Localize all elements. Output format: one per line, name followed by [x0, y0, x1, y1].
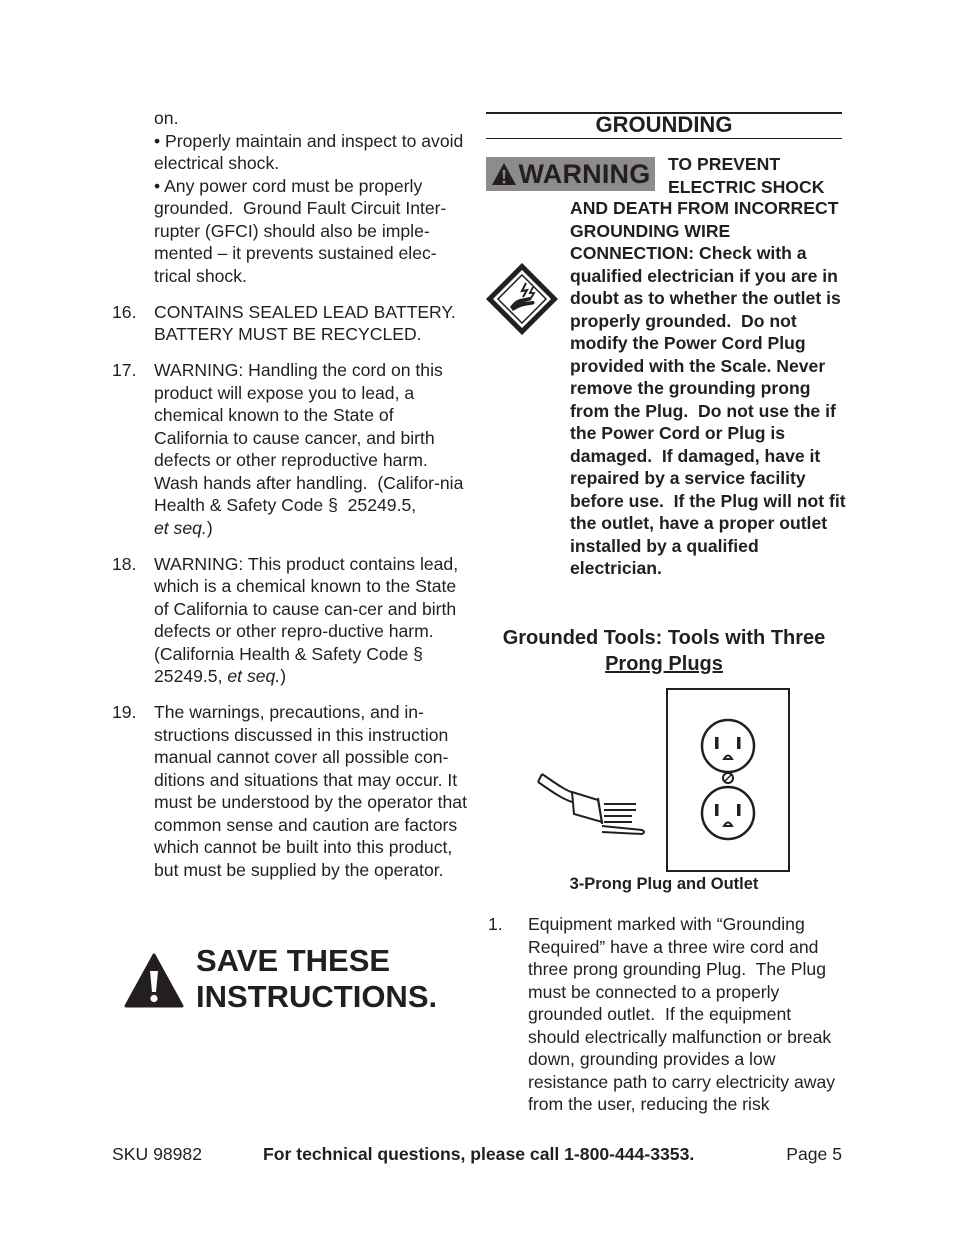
section-title: GROUNDING [595, 112, 733, 137]
warning-heading [668, 153, 848, 198]
list-item-16 [110, 301, 470, 346]
continuation-text: on. [154, 108, 179, 128]
subsection-title-line-2: Prong Plugs [605, 653, 723, 675]
subsection-title [486, 625, 842, 677]
item-text: WARNING: Handling the cord on this product will expose you to lead, a chemical known to the State of California to cause cancer, and birth defects or other reproductive harm. Wash hands after handling. (Califor-nia Health & Safety Code § 25249.5, [154, 360, 464, 515]
continuation-bullet: • Properly maintain and inspect to avoid electrical shock. [154, 130, 464, 173]
item-number: 19. [112, 702, 137, 722]
list-item-19 [110, 701, 470, 881]
item-number: 1. [488, 914, 503, 934]
item-italic: et seq. [154, 517, 207, 538]
electric-shock-icon [486, 263, 558, 335]
list-item-17 [110, 359, 470, 539]
save-line-2: INSTRUCTIONS. [196, 979, 438, 1014]
save-line-1: SAVE THESE [196, 943, 391, 978]
item-number: 16. [112, 301, 137, 322]
item-text: CONTAINS SEALED LEAD BATTERY. BATTERY MUST BE RECYCLED. [154, 301, 456, 344]
item-tail: ) [280, 666, 287, 686]
save-instructions-banner [124, 943, 484, 1023]
warning-heading-line: TO PREVENT [668, 154, 781, 174]
item-number: 18. [112, 553, 137, 574]
warning-body: AND DEATH FROM INCORRECT GROUNDING WIRE CONNECTION: Check with a qualified electrician if you are in doubt as to whether the outlet is properly grounded. Do not modify the Power Cord Plug provided with the Scale. Never remove the grounding prong from the Plug. Do not use the if the Power Cord or Plug is damaged. If damaged, have it repaired by a service facility before use. If the Plug will not fit the outlet, have a proper outlet installed by a qualified electrician. [570, 198, 846, 578]
left-column [110, 107, 470, 881]
warning-badge-label: WARNING [518, 158, 651, 189]
footer-tech-line: For technical questions, please call 1-800-444-3353. [263, 1144, 695, 1164]
list-item-18 [110, 553, 470, 688]
item-text-wrap [154, 359, 470, 539]
warning-heading-line: ELECTRIC SHOCK [668, 176, 825, 197]
figure-caption: 3-Prong Plug and Outlet [569, 875, 759, 893]
item-text-wrap [154, 553, 470, 688]
footer-sku: SKU 98982 [112, 1144, 202, 1164]
item-text: The warnings, precautions, and in-structions discussed in this instruction manual cannot cover all possible con-ditions and situations that may occur. It must be understood by the operator that common sense and caution are factors which cannot be built into this product, but must be supplied by the operator. [154, 702, 467, 880]
item-number: 17. [112, 360, 137, 380]
item-text: WARNING: This product contains lead, which is a chemical known to the State of California to cause can-cer and birth defects or other repro-ductive harm. (California Health & Safety Code § 25249.5, [154, 553, 459, 686]
continued-item [110, 107, 470, 287]
item-text: Equipment marked with “Grounding Required” have a three wire cord and three prong grounding Plug. The Plug must be connected to a properly grounded outlet. If the equipment should electrically malfunction or break down, grounding provides a low resistance path to carry electricity away from the user, reducing the risk [528, 914, 836, 1114]
subsection-title-line-1: Grounded Tools: Tools with Three [502, 627, 826, 649]
warning-badge [486, 157, 655, 191]
plug-outlet-illustration [530, 686, 794, 876]
warning-triangle-icon [491, 162, 517, 186]
list-item-1 [486, 913, 846, 1116]
continuation-bullet: • Any power cord must be properly grounded. Ground Fault Circuit Inter-rupter (GFCI) should also be imple-mented – it prevents sustained elec-trical shock. [154, 175, 447, 286]
warning-triangle-icon [124, 953, 184, 1009]
item-italic: et seq. [227, 666, 281, 686]
footer-page-number: Page 5 [786, 1144, 842, 1164]
item-tail: ) [206, 517, 213, 538]
save-instructions-text [196, 943, 437, 1015]
